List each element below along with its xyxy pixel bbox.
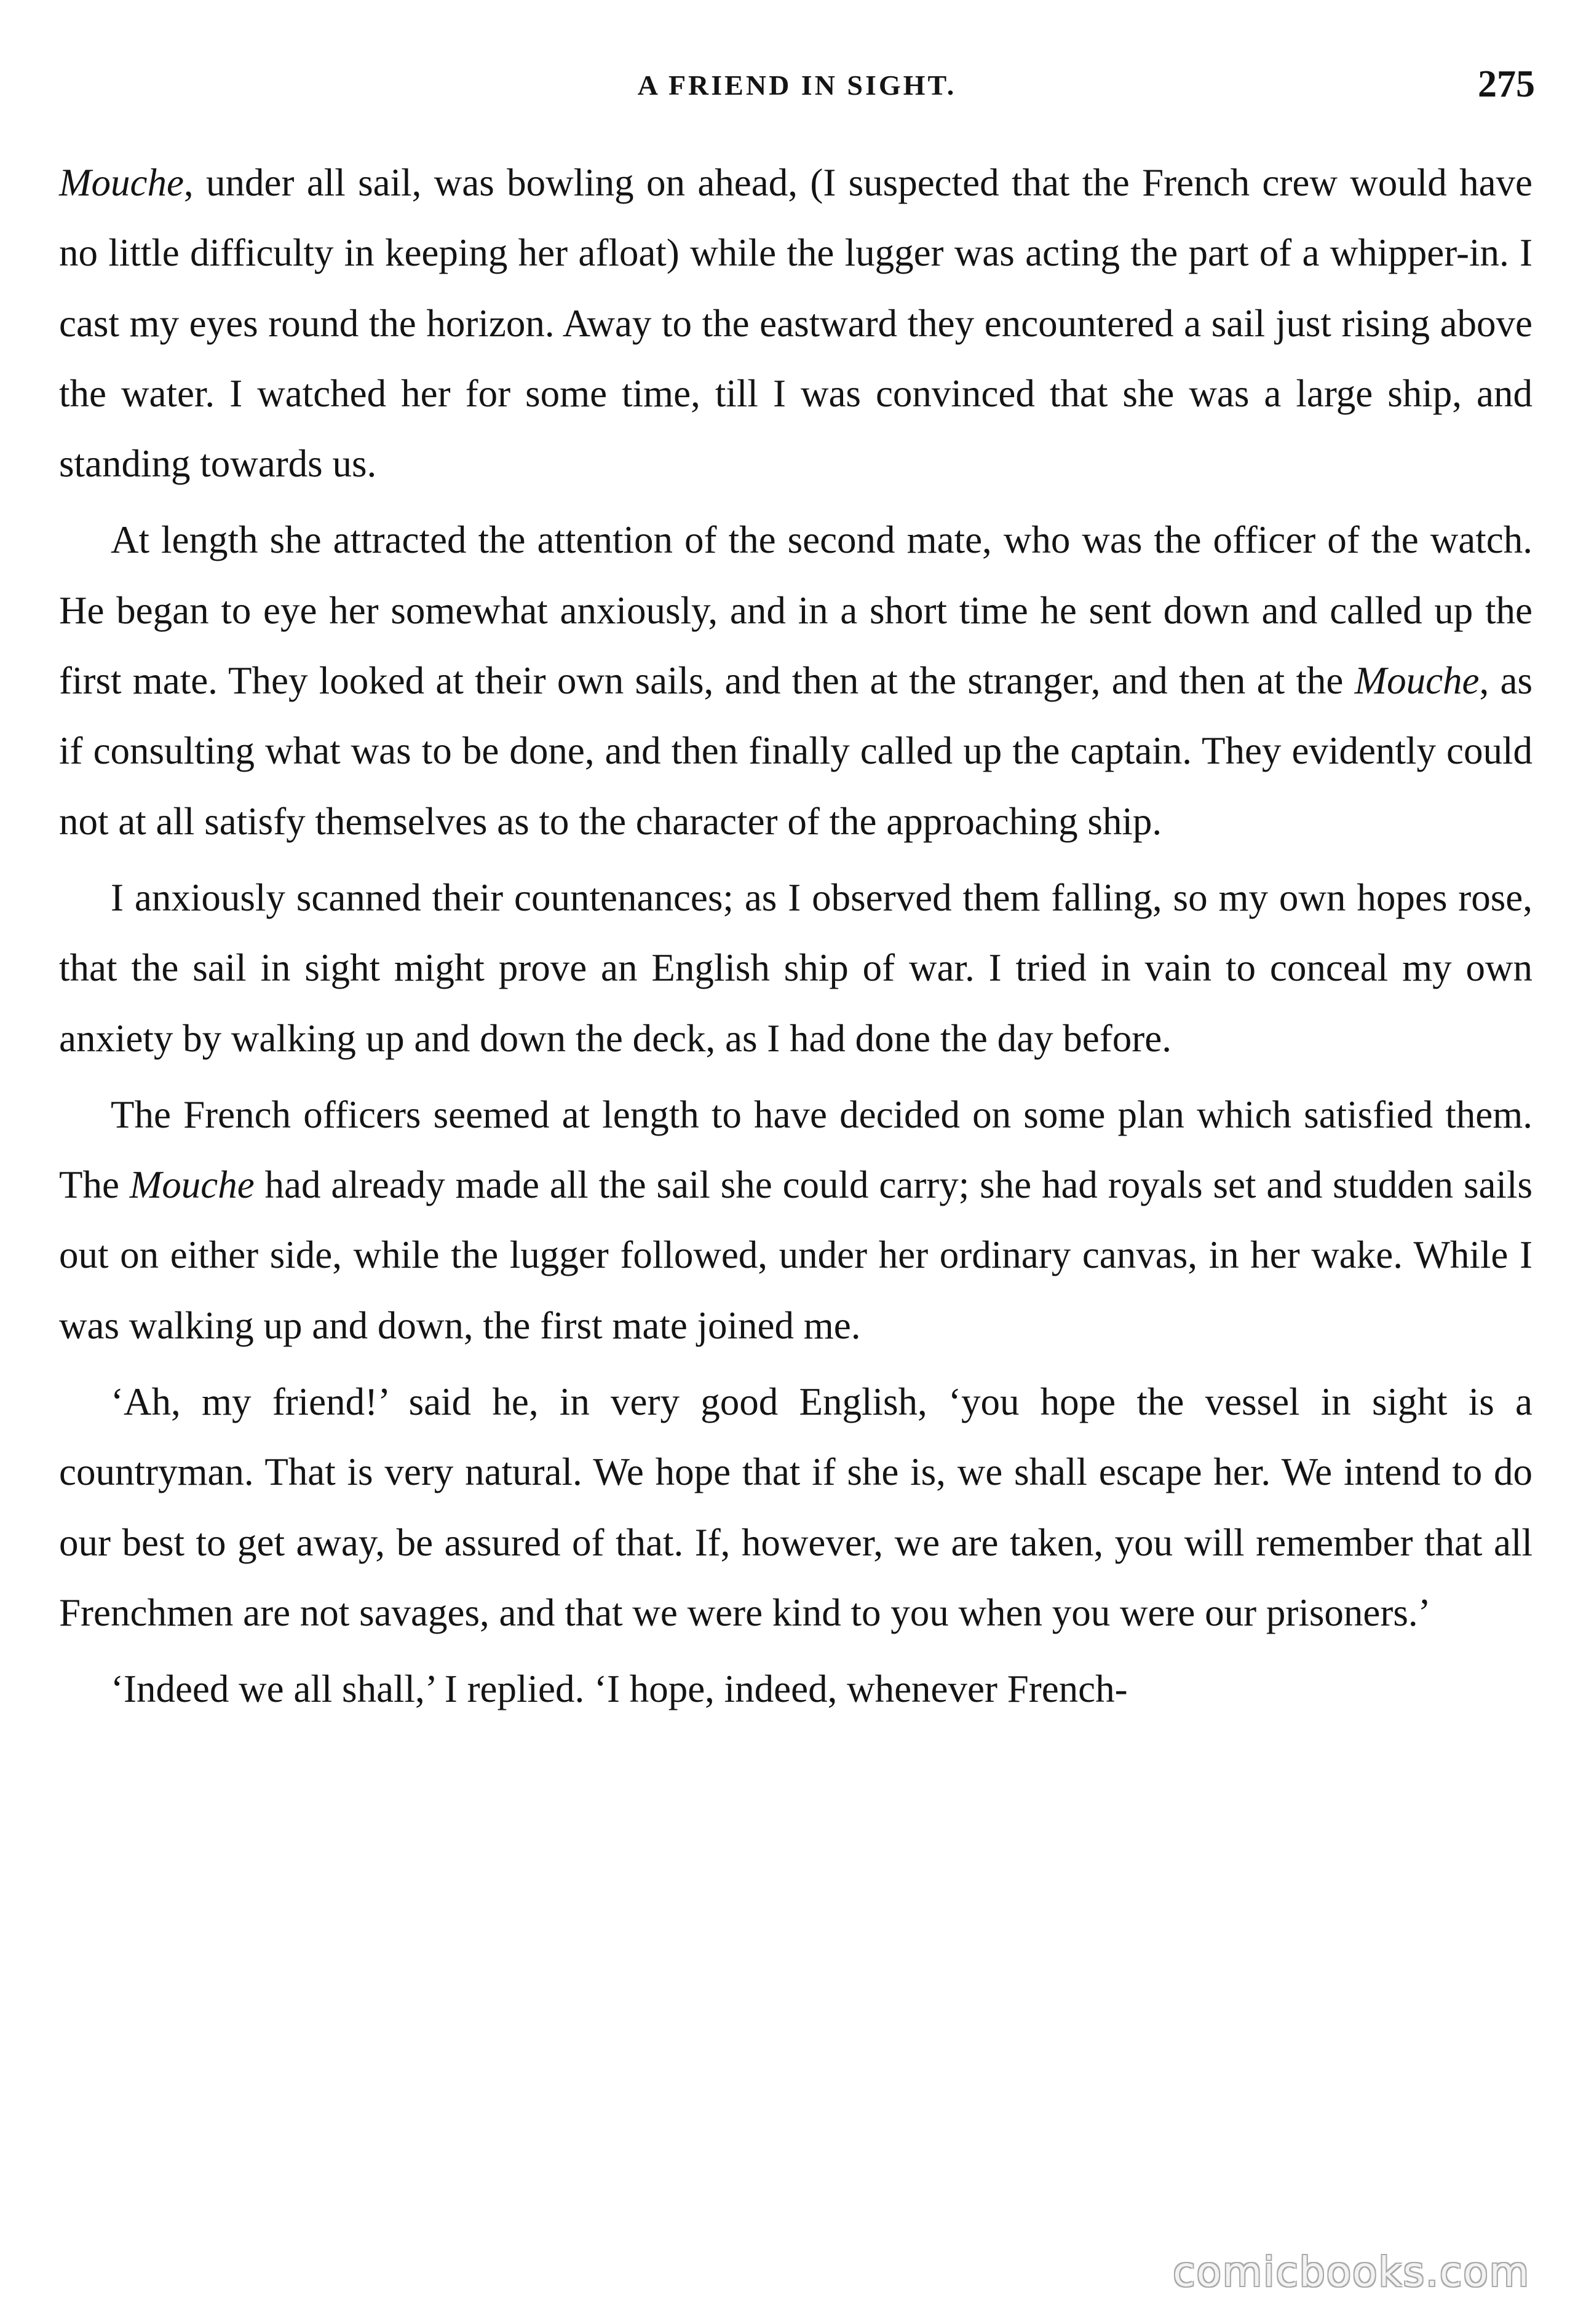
paragraph-2-text-after: , as if consulting what was to be done, and then finally called up the captain. They evidently could not at all satisfy themselves as to the character of the approaching ship. <box>59 659 1533 843</box>
paragraph-1 <box>59 148 1533 499</box>
page-number: 275 <box>1478 63 1535 105</box>
paragraph-3 <box>59 863 1533 1073</box>
body-text <box>59 148 1533 1725</box>
watermark: comicbooks.com <box>1173 2248 1530 2296</box>
ship-name-mouche: Mouche <box>59 161 184 204</box>
paragraph-3-text: I anxiously scanned their countenances; as I observed them falling, so my own hopes rose, that the sail in sight might prove an English ship of war. I tried in vain to conceal my own anxiety by walking up and down the deck, as I had done the day before. <box>59 875 1533 1060</box>
paragraph-1-text: , under all sail, was bowling on ahead, (I suspected that the French crew would have no little difficulty in keeping her afloat) while the lugger was acting the part of a whipper-in. I cast my eyes round the horizon. Away to the eastward they encountered a sail just rising above the water. I watched her for some time, till I was convinced that she was a large ship, and standing towards us. <box>59 161 1533 486</box>
paragraph-2-text-before: At length she attracted the attention of the second mate, who was the officer of the watch. He began to eye her somewhat anxiously, and in a short time he sent down and called up the first mate. They looked at their own sails, and then at the stranger, and then at the <box>59 518 1533 703</box>
paragraph-6-text: ‘Indeed we all shall,’ I replied. ‘I hope, indeed, whenever French- <box>111 1667 1128 1711</box>
paragraph-4-text-after: had already made all the sail she could carry; she had royals set and studden sails out on either side, while the lugger followed, under her ordinary canvas, in her wake. While I was walking up and down, the first mate joined me. <box>59 1163 1533 1347</box>
paragraph-5 <box>59 1367 1533 1648</box>
running-head <box>59 63 1535 118</box>
paragraph-2 <box>59 505 1533 856</box>
running-title: A FRIEND IN SIGHT. <box>637 69 957 101</box>
ship-name-mouche: Mouche <box>1354 659 1480 703</box>
paragraph-4-text-before: The French officers seemed at length to have decided on some plan which satisfied them. The <box>59 1093 1533 1207</box>
paragraph-6 <box>59 1654 1533 1724</box>
paragraph-4 <box>59 1080 1533 1361</box>
ship-name-mouche: Mouche <box>129 1163 255 1207</box>
paragraph-5-text: ‘Ah, my friend!’ said he, in very good English, ‘you hope the vessel in sight is a countryman. That is very natural. We hope that if she is, we shall escape her. We intend to do our best to get away, be assured of that. If, however, we are taken, you will remember that all Frenchmen are not savages, and that we were kind to you when you were our prisoners.’ <box>59 1380 1533 1634</box>
